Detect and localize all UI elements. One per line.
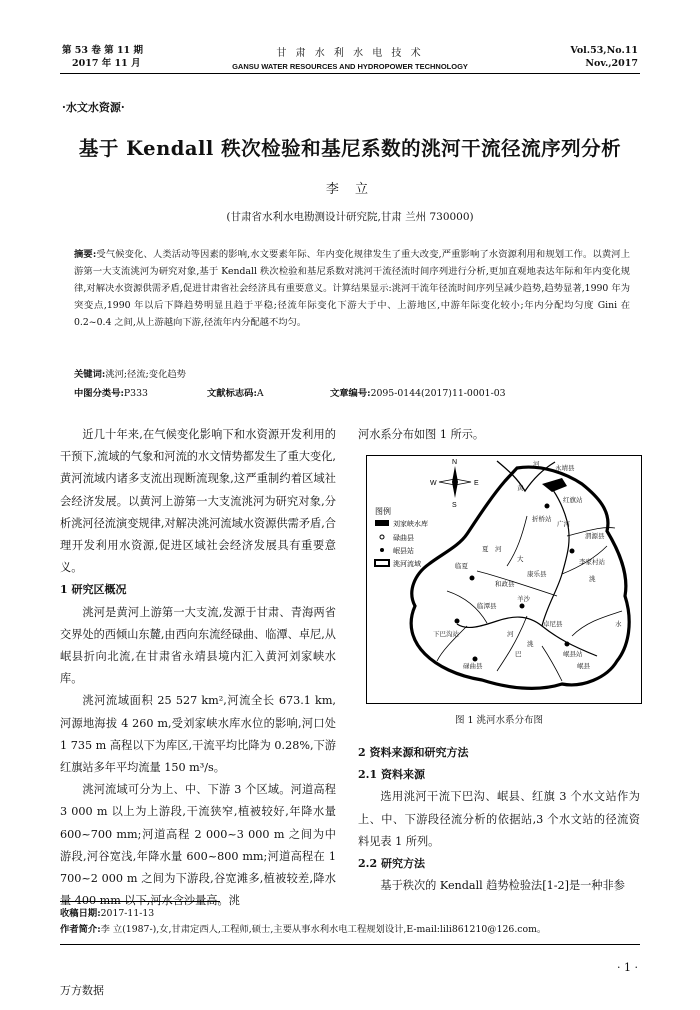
label-weiyuan: 渭源县 [585,532,605,540]
figure-caption: 图 1 洮河水系分布图 [454,715,544,726]
section-2-1-heading: 2.1 资料来源 [358,768,425,782]
section-1-paragraph-2: 洮河流域面积 25 527 km²,河流全长 673.1 km,河源地海拔 4 260 m,受刘家峡水库水位的影响,河口处 1 735 m 高程以下为库区,干流平均比降为 0.28%,下游红旗站多年平均流量 150 m³/s。 [60,694,336,775]
label-lijiacun-station: 李家村站 [579,558,605,566]
section-1-heading: 1 研究区概况 [60,583,127,597]
label-shui: 水 [615,620,622,628]
author: 李 立 [325,182,375,197]
legend-county: 碌曲县 [393,534,414,542]
wanfang-watermark: 万方数据 [60,984,104,997]
place-labels [433,459,622,670]
section-1-paragraph-1: 洮河是黄河上游第一大支流,发源于甘肃、青海两省交界处的西倾山东麓,由西向东流经碌曲、临潭、卓尼,从岷县折向北流,在甘肃省永靖县境内汇入黄河刘家峡水库。 [60,605,336,686]
journal-name-en: GANSU WATER RESOURCES AND HYDROPOWER TECHNOLOGY [232,62,468,71]
article-no-label: 文章编号: [329,388,371,399]
figure-intro: 河水系分布如图 1 所示。 [358,428,485,441]
clc-value: P333 [123,388,148,399]
article-meta [74,385,634,399]
journal-name-cn: 甘 肃 水 利 水 电 技 术 [276,48,424,59]
article-no-value: 2095-0144(2017)11-0001-03 [370,388,506,399]
section-tag: ·水文水资源· [62,101,125,114]
compass-s: S [452,502,457,509]
map-legend [375,506,428,568]
bio-label: 作者简介: [60,924,101,935]
compass-e: E [474,480,479,487]
label-xiabagou-station: 下巴沟站 [433,630,459,638]
compass-icon [430,459,479,509]
label-tao: 洮 [589,575,596,583]
label-minxian-station: 岷县站 [563,650,583,658]
keywords-text: 洮河;径流;变化趋势 [105,369,186,380]
paper-title: 基于 Kendall 秩次检验和基尼系数的洮河干流径流序列分析 [78,137,622,160]
footer-rule [60,944,640,945]
header-center [200,44,500,71]
abstract [74,246,630,331]
map-svg [367,456,641,703]
label-ba: 巴 [515,650,522,658]
footnote-rule [60,901,220,902]
right-column-bottom [358,742,640,897]
date-en: Nov.,2017 [585,58,638,69]
bio-text: 李 立(1987-),女,甘肃定西人,工程师,硕士,主要从事水利水电工程规划设计,E-mail:lili861210@126.com。 [100,924,547,935]
compass-w: W [430,480,437,487]
affiliation: (甘肃省水利水电勘测设计研究院,甘肃 兰州 730000) [226,211,474,223]
label-zhuoni: 卓尼县 [543,620,563,628]
legend-reservoir: 刘家峡水库 [393,520,428,528]
page-number: · 1 · [617,961,638,974]
received-label: 收稿日期: [60,908,101,919]
label-he: 河 [533,460,540,468]
received-value: 2017-11-13 [100,908,155,919]
header-rule [60,73,640,74]
section-1-paragraph-3: 洮河流域可分为上、中、下游 3 个区域。河道高程 3 000 m 以上为上游段,干流狭窄,植被较好,年降水量 600~700 mm;河道高程 2 000~3 000 m 之间为中游段,河谷宽浅,年降水量 600~800 mm;河道高程在 1 700~2 000 m 之间为下游段,谷宽滩多,植被较差,降水量 400 mm 以下,河水含沙量高。洮 [60,783,336,908]
reservoir-icon [542,478,567,492]
label-yongjing: 永靖县 [555,464,575,472]
label-lintan: 临潭县 [477,602,497,610]
label-he-3: 河 [507,630,514,638]
vol-en: Vol.53,No.11 [570,45,638,56]
label-huang: 黄 [517,484,524,492]
section-2-2-heading: 2.2 研究方法 [358,857,425,871]
header-right [570,44,638,70]
legend-station: 岷县站 [393,547,414,555]
label-linxia: 临夏 [455,562,468,570]
label-luqu: 碌曲县 [463,662,483,670]
issue-date: 2017 年 11 月 [72,58,141,69]
label-hezheng: 和政县 [495,580,515,588]
label-kangle: 康乐县 [527,570,547,578]
label-he-2: 河 [495,545,502,553]
keywords-label: 关键词: [74,369,106,380]
received-date [60,906,650,922]
section-2-1-paragraph: 选用洮河干流下巴沟、岷县、红旗 3 个水文站作为上、中、下游段径流分析的依据站,3 个水文站的径流资料见表 1 所列。 [358,790,640,848]
abstract-text: 受气候变化、人类活动等因素的影响,水文要素年际、年内变化规律发生了重大改变,严重影响了水资源利用和规划工作。以黄河上游第一大支流洮河为研究对象,基于 Kendall 秩次检验和基尼系数对洮河干流径流时间序列进行分析,更加直观地表达年际和年内变化规律,对解决水资源供需矛盾,促进甘肃省社会经济具有重要意义。计算结果显示:洮河干流年径流时间序列呈减少趋势,趋势显著,1990 年为突变点,1990 年以后下降趋势明显且趋于平稳;径流年际变化下游大于中、上游地区,中游年际变化较小;年内分配均匀度 Gini 在 0.2~0.4 之间,从上游越向下游,径流年内分配越不均匀。 [74,249,630,328]
label-da: 大 [517,555,524,563]
author-bio [60,922,650,938]
label-hongqi-station: 红旗站 [563,496,583,504]
header-left [62,44,143,70]
compass-n: N [452,459,458,466]
doc-code-label: 文献标志码: [206,388,257,399]
keywords [74,366,186,380]
left-column [60,424,336,912]
label-xia: 夏 [482,545,489,553]
label-yangsha: 羊沙 [517,595,530,603]
clc-label: 中图分类号: [74,388,124,399]
label-zheqiao-station: 折桥站 [532,515,552,523]
intro-paragraph: 近几十年来,在气候变化影响下和水资源开发利用的干预下,流域的气象和河流的水文情势都发生了重大变化,黄河流域内诸多支流出现断流现象,这严重制约着区域社会经济发展。以黄河上游第一大支流洮河为研究对象,分析洮河径流演变规律,对解决洮河流域水资源供需矛盾,合理开发利用水资源,促进区域社会经济发展具有重要意义。 [60,428,336,575]
vol-issue: 第 53 卷 第 11 期 [62,45,143,56]
right-column-top [358,424,640,446]
section-2-heading: 2 资料来源和研究方法 [358,746,469,759]
label-minxian: 岷县 [577,662,590,670]
label-tao-2: 洮 [527,640,534,648]
legend-title: 图例 [375,507,391,516]
legend-basin: 洮河流域 [393,560,421,568]
section-2-2-paragraph: 基于秩次的 Kendall 趋势检验法[1-2]是一种非参 [380,879,625,893]
abstract-label: 摘要: [74,249,97,260]
river-system-map [366,455,642,704]
label-guanghe: 广河 [557,520,570,528]
doc-code-value: A [256,388,264,399]
